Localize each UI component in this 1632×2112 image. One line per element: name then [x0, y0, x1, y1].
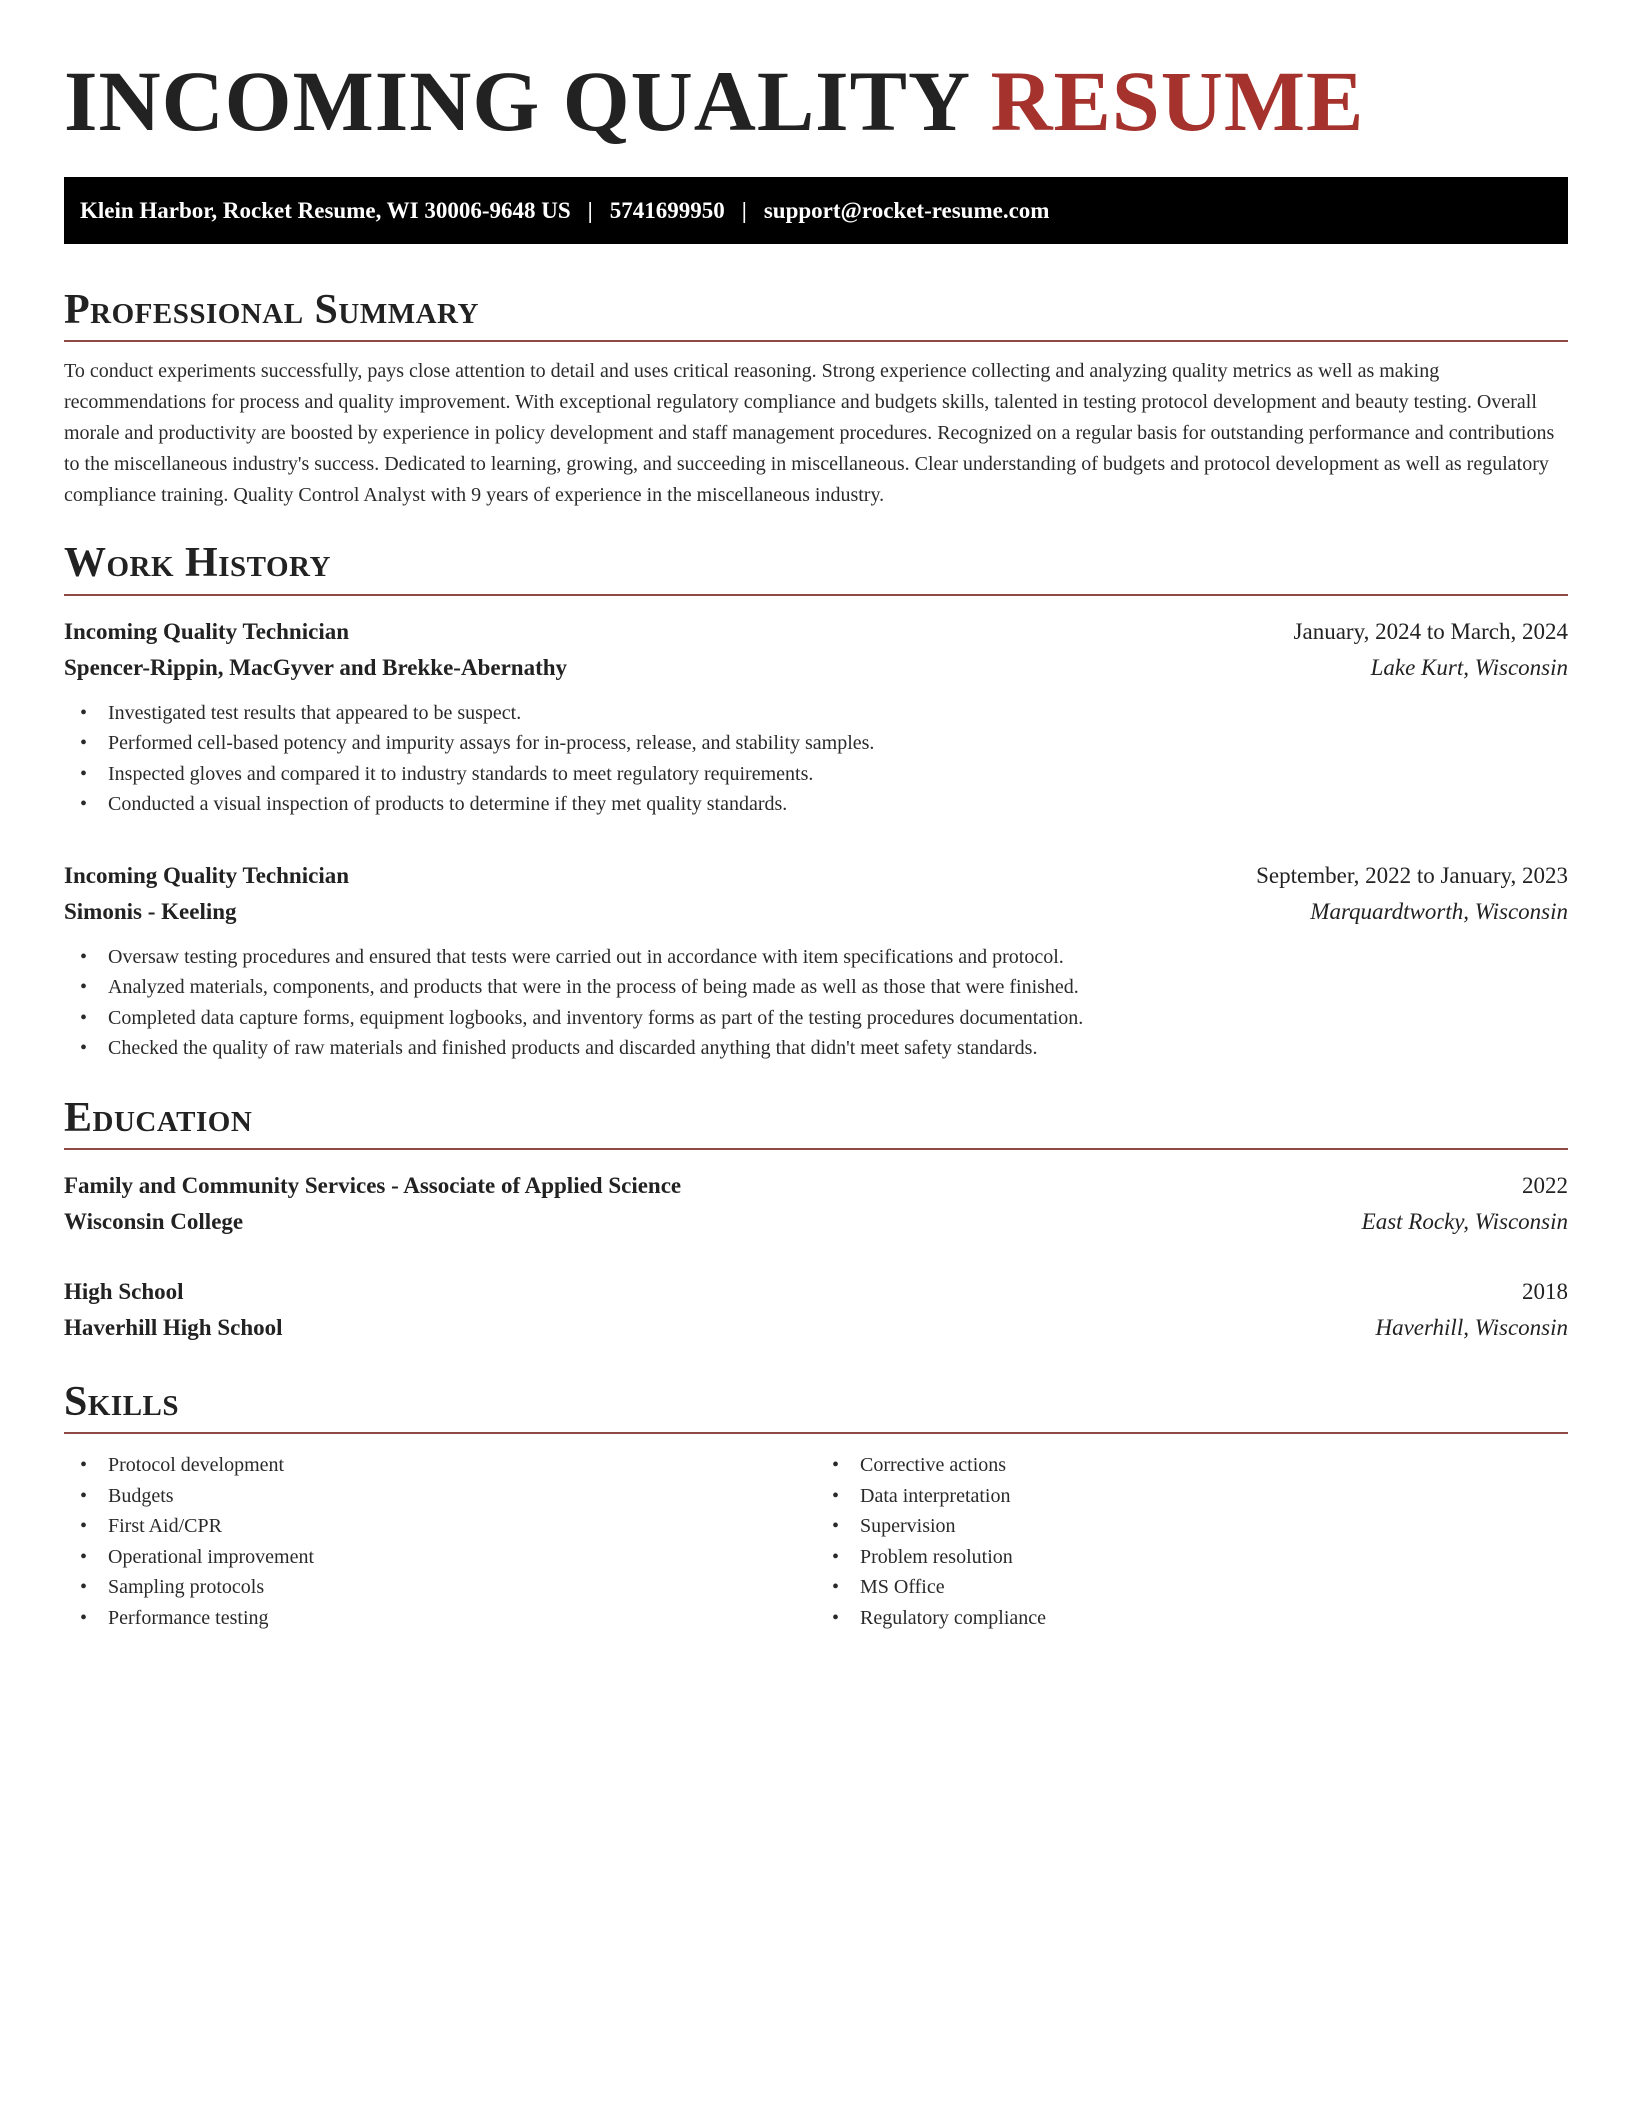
- skill-item: • First Aid/CPR: [80, 1511, 816, 1542]
- skill-item: • Sampling protocols: [80, 1572, 816, 1603]
- education-degree: High School: [64, 1279, 184, 1305]
- skills-list: [816, 1450, 1568, 1633]
- job-bullet: • Analyzed materials, components, and products that were in the process of being made as well as those that were finished.: [80, 972, 1568, 1003]
- job-bullet: • Oversaw testing procedures and ensured that tests were carried out in accordance with item specifications and protocol.: [80, 942, 1568, 973]
- skills-grid: [64, 1450, 1568, 1633]
- skills-column-left: [64, 1450, 816, 1633]
- education-school-row: [64, 1204, 1568, 1240]
- skills-list: [64, 1450, 816, 1633]
- job-entry: [64, 858, 1568, 1064]
- job-location: Lake Kurt, Wisconsin: [1370, 654, 1568, 680]
- education-school-row: [64, 1310, 1568, 1346]
- contact-bar: [64, 177, 1568, 244]
- skill-item: • Operational improvement: [80, 1542, 816, 1573]
- job-bullet: • Checked the quality of raw materials and finished products and discarded anything that didn't meet safety standards.: [80, 1033, 1568, 1064]
- education-year: 2022: [1522, 1173, 1568, 1199]
- contact-phone: 5741699950: [609, 197, 725, 223]
- education-heading: Education: [64, 1094, 1568, 1150]
- skill-item: • MS Office: [832, 1572, 1568, 1603]
- job-dates: September, 2022 to January, 2023: [1256, 862, 1568, 888]
- job-bullets: [64, 942, 1568, 1064]
- title-accent: RESUME: [990, 53, 1365, 149]
- work-history-section: [64, 539, 1568, 1063]
- education-degree-row: [64, 1274, 1568, 1310]
- job-title-row: [64, 614, 1568, 650]
- job-entry: [64, 614, 1568, 820]
- job-title: Incoming Quality Technician: [64, 862, 350, 888]
- work-history-heading: Work History: [64, 539, 1568, 595]
- education-location: East Rocky, Wisconsin: [1361, 1209, 1568, 1235]
- job-bullet: • Investigated test results that appeared to be suspect.: [80, 698, 1568, 729]
- skill-item: • Performance testing: [80, 1603, 816, 1634]
- job-company: Simonis - Keeling: [64, 898, 237, 924]
- education-entry: [64, 1168, 1568, 1240]
- skills-section: [64, 1378, 1568, 1633]
- job-bullet: • Performed cell-based potency and impurity assays for in-process, release, and stability samples.: [80, 728, 1568, 759]
- skill-item: • Budgets: [80, 1481, 816, 1512]
- education-degree-row: [64, 1168, 1568, 1204]
- job-dates: January, 2024 to March, 2024: [1293, 618, 1568, 644]
- education-year: 2018: [1522, 1279, 1568, 1305]
- education-section: [64, 1094, 1568, 1346]
- job-title-row: [64, 858, 1568, 894]
- skill-item: • Supervision: [832, 1511, 1568, 1542]
- job-bullet: • Completed data capture forms, equipment logbooks, and inventory forms as part of the testing procedures documentation.: [80, 1003, 1568, 1034]
- job-company: Spencer-Rippin, MacGyver and Brekke-Abernathy: [64, 654, 568, 680]
- summary-heading: Professional Summary: [64, 286, 1568, 342]
- education-entry: [64, 1274, 1568, 1346]
- education-location: Haverhill, Wisconsin: [1375, 1315, 1568, 1341]
- skill-item: • Protocol development: [80, 1450, 816, 1481]
- contact-email: support@rocket-resume.com: [763, 197, 1050, 223]
- skills-column-right: [816, 1450, 1568, 1633]
- summary-text: To conduct experiments successfully, pays close attention to detail and uses critical reasoning. Strong experience collecting and analyzing quality metrics as well as making recommendations for process and quality improvement. With exceptional regulatory compliance and budgets skills, talented in testing protocol development and beauty testing. Overall morale and productivity are boosted by experience in policy development and staff management procedures. Recognized on a regular basis for outstanding performance and contributions to the miscellaneous industry's success. Dedicated to learning, growing, and succeeding in miscellaneous. Clear understanding of budgets and protocol development as well as regulatory compliance training. Quality Control Analyst with 9 years of experience in the miscellaneous industry.: [64, 360, 1555, 507]
- summary-section: [64, 286, 1568, 511]
- job-bullet: • Inspected gloves and compared it to industry standards to meet regulatory requirements.: [80, 759, 1568, 790]
- skill-item: • Data interpretation: [832, 1481, 1568, 1512]
- contact-separator: |: [741, 197, 747, 223]
- job-bullet: • Conducted a visual inspection of products to determine if they met quality standards.: [80, 789, 1568, 820]
- contact-separator: |: [587, 197, 593, 223]
- contact-address: Klein Harbor, Rocket Resume, WI 30006-9648 US: [80, 197, 571, 223]
- resume-title: [64, 50, 1568, 153]
- job-title: Incoming Quality Technician: [64, 618, 350, 644]
- skill-item: • Corrective actions: [832, 1450, 1568, 1481]
- education-school: Haverhill High School: [64, 1315, 283, 1341]
- education-school: Wisconsin College: [64, 1209, 244, 1235]
- title-main: INCOMING QUALITY: [64, 53, 968, 149]
- job-company-row: [64, 650, 1568, 686]
- skill-item: • Problem resolution: [832, 1542, 1568, 1573]
- skill-item: • Regulatory compliance: [832, 1603, 1568, 1634]
- skills-heading: Skills: [64, 1378, 1568, 1434]
- job-location: Marquardtworth, Wisconsin: [1310, 898, 1568, 924]
- job-bullets: [64, 698, 1568, 820]
- job-company-row: [64, 894, 1568, 930]
- education-degree: Family and Community Services - Associate of Applied Science: [64, 1173, 682, 1199]
